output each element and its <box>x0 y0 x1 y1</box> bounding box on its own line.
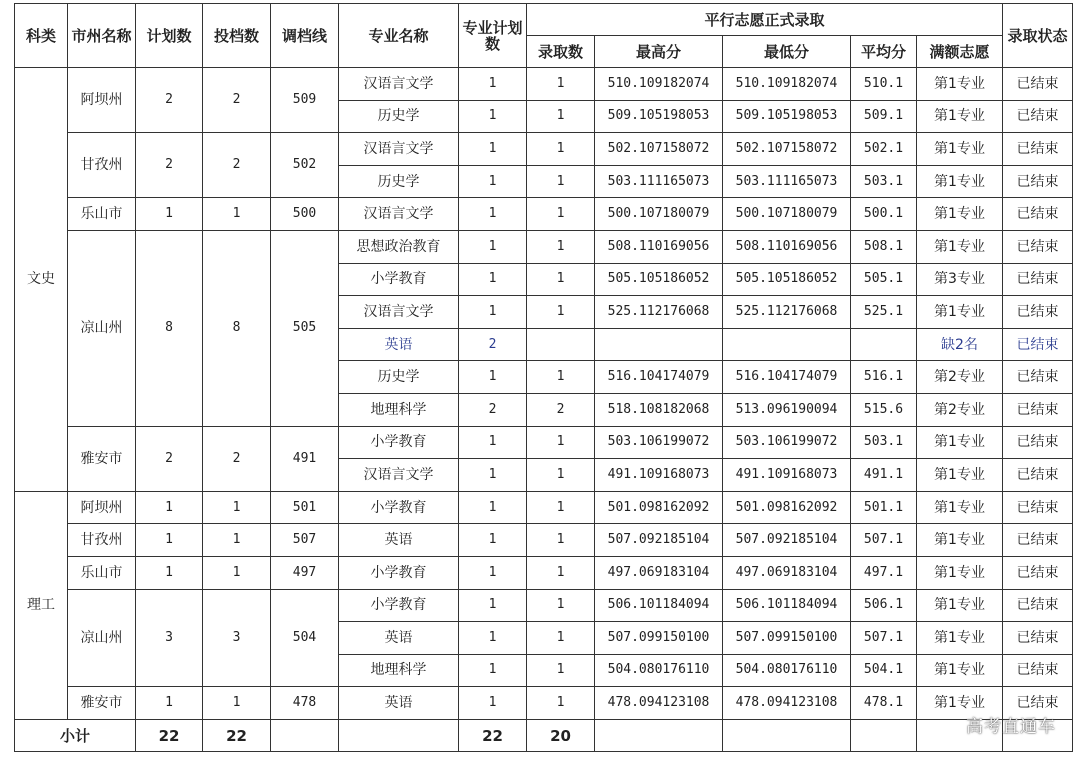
filed-cell: 2 <box>203 133 271 198</box>
min-cell: 516.104174079 <box>723 361 851 394</box>
major-plan-cell: 1 <box>459 524 527 557</box>
full-cell: 第1专业 <box>917 100 1003 133</box>
header-filed: 投档数 <box>203 4 271 68</box>
plan-cell: 1 <box>136 556 203 589</box>
major-cell: 小学教育 <box>339 556 459 589</box>
major-plan-cell: 1 <box>459 198 527 231</box>
filed-cell: 1 <box>203 524 271 557</box>
subtotal-label: 小计 <box>15 719 136 752</box>
major-cell: 汉语言文学 <box>339 296 459 329</box>
min-cell: 508.110169056 <box>723 230 851 263</box>
status-cell: 已结束 <box>1003 524 1073 557</box>
plan-cell: 1 <box>136 524 203 557</box>
subtotal-filed: 22 <box>203 719 271 752</box>
admitted-cell: 1 <box>527 198 595 231</box>
min-cell: 509.105198053 <box>723 100 851 133</box>
max-cell: 508.110169056 <box>595 230 723 263</box>
max-cell: 516.104174079 <box>595 361 723 394</box>
filed-cell: 2 <box>203 426 271 491</box>
full-cell: 第1专业 <box>917 654 1003 687</box>
header-avg: 平均分 <box>851 36 917 68</box>
city-cell: 雅安市 <box>68 687 136 720</box>
major-plan-cell: 1 <box>459 491 527 524</box>
major-cell: 历史学 <box>339 100 459 133</box>
subtotal-empty <box>339 719 459 752</box>
full-cell: 第1专业 <box>917 524 1003 557</box>
min-cell: 504.080176110 <box>723 654 851 687</box>
major-cell: 小学教育 <box>339 491 459 524</box>
header-city: 市州名称 <box>68 4 136 68</box>
subtotal-empty <box>851 719 917 752</box>
min-cell: 507.099150100 <box>723 622 851 655</box>
subtotal-major-plan: 22 <box>459 719 527 752</box>
min-cell: 513.096190094 <box>723 393 851 426</box>
major-plan-cell: 1 <box>459 459 527 492</box>
plan-cell: 2 <box>136 68 203 133</box>
admitted-cell: 1 <box>527 263 595 296</box>
admitted-cell: 1 <box>527 524 595 557</box>
min-cell: 505.105186052 <box>723 263 851 296</box>
major-cell: 小学教育 <box>339 263 459 296</box>
major-plan-cell: 1 <box>459 687 527 720</box>
city-cell: 阿坝州 <box>68 491 136 524</box>
admitted-cell: 1 <box>527 100 595 133</box>
plan-cell: 8 <box>136 230 203 426</box>
plan-cell: 2 <box>136 133 203 198</box>
full-cell: 第1专业 <box>917 589 1003 622</box>
max-cell: 505.105186052 <box>595 263 723 296</box>
avg-cell: 503.1 <box>851 426 917 459</box>
full-cell: 第1专业 <box>917 296 1003 329</box>
admitted-cell: 1 <box>527 165 595 198</box>
status-cell: 已结束 <box>1003 165 1073 198</box>
max-cell: 507.099150100 <box>595 622 723 655</box>
major-cell: 汉语言文学 <box>339 68 459 101</box>
avg-cell: 497.1 <box>851 556 917 589</box>
city-cell: 甘孜州 <box>68 133 136 198</box>
admitted-cell: 1 <box>527 361 595 394</box>
admitted-cell: 1 <box>527 459 595 492</box>
avg-cell: 503.1 <box>851 165 917 198</box>
header-min: 最低分 <box>723 36 851 68</box>
admitted-cell: 1 <box>527 491 595 524</box>
major-plan-cell: 1 <box>459 100 527 133</box>
subtotal-empty <box>595 719 723 752</box>
filed-cell: 1 <box>203 687 271 720</box>
major-cell: 汉语言文学 <box>339 133 459 166</box>
max-cell: 507.092185104 <box>595 524 723 557</box>
admitted-cell: 2 <box>527 393 595 426</box>
full-cell: 第1专业 <box>917 68 1003 101</box>
filed-cell: 1 <box>203 491 271 524</box>
filed-cell: 1 <box>203 198 271 231</box>
line-cell: 509 <box>271 68 339 133</box>
avg-cell: 505.1 <box>851 263 917 296</box>
min-cell: 506.101184094 <box>723 589 851 622</box>
admitted-cell: 1 <box>527 68 595 101</box>
avg-cell: 509.1 <box>851 100 917 133</box>
max-cell: 518.108182068 <box>595 393 723 426</box>
status-cell: 已结束 <box>1003 589 1073 622</box>
admitted-cell: 1 <box>527 133 595 166</box>
min-cell: 497.069183104 <box>723 556 851 589</box>
min-cell: 501.098162092 <box>723 491 851 524</box>
table-row <box>15 589 1073 622</box>
subject-cell: 文史 <box>15 68 68 492</box>
major-plan-cell: 1 <box>459 556 527 589</box>
line-cell: 500 <box>271 198 339 231</box>
full-cell: 第1专业 <box>917 622 1003 655</box>
table-row <box>15 524 1073 557</box>
subtotal-empty <box>271 719 339 752</box>
status-cell: 已结束 <box>1003 100 1073 133</box>
min-cell <box>723 328 851 361</box>
status-cell: 已结束 <box>1003 393 1073 426</box>
max-cell: 506.101184094 <box>595 589 723 622</box>
admitted-cell: 1 <box>527 426 595 459</box>
table-row <box>15 556 1073 589</box>
filed-cell: 1 <box>203 556 271 589</box>
admitted-cell <box>527 328 595 361</box>
city-cell: 甘孜州 <box>68 524 136 557</box>
major-cell: 小学教育 <box>339 426 459 459</box>
major-plan-cell: 1 <box>459 589 527 622</box>
header-major-plan: 专业计划数 <box>459 4 527 68</box>
header-subject: 科类 <box>15 4 68 68</box>
min-cell: 503.106199072 <box>723 426 851 459</box>
major-plan-cell: 1 <box>459 426 527 459</box>
line-cell: 501 <box>271 491 339 524</box>
max-cell: 478.094123108 <box>595 687 723 720</box>
status-cell: 已结束 <box>1003 556 1073 589</box>
status-cell: 已结束 <box>1003 361 1073 394</box>
full-cell: 第1专业 <box>917 133 1003 166</box>
major-cell: 地理科学 <box>339 654 459 687</box>
full-cell: 第1专业 <box>917 426 1003 459</box>
full-cell: 第2专业 <box>917 393 1003 426</box>
table-row <box>15 68 1073 101</box>
avg-cell: 515.6 <box>851 393 917 426</box>
table-row <box>15 687 1073 720</box>
status-cell: 已结束 <box>1003 68 1073 101</box>
major-plan-cell: 2 <box>459 393 527 426</box>
full-cell: 第1专业 <box>917 230 1003 263</box>
city-cell: 阿坝州 <box>68 68 136 133</box>
line-cell: 504 <box>271 589 339 687</box>
admitted-cell: 1 <box>527 230 595 263</box>
admitted-cell: 1 <box>527 296 595 329</box>
avg-cell: 516.1 <box>851 361 917 394</box>
major-cell: 小学教育 <box>339 589 459 622</box>
max-cell: 503.111165073 <box>595 165 723 198</box>
avg-cell: 478.1 <box>851 687 917 720</box>
status-cell: 已结束 <box>1003 687 1073 720</box>
table-row <box>15 133 1073 166</box>
full-cell: 缺2名 <box>917 328 1003 361</box>
subtotal-admitted: 20 <box>527 719 595 752</box>
major-plan-cell: 1 <box>459 133 527 166</box>
max-cell: 497.069183104 <box>595 556 723 589</box>
subtotal-empty <box>723 719 851 752</box>
city-cell: 乐山市 <box>68 198 136 231</box>
full-cell: 第2专业 <box>917 361 1003 394</box>
max-cell: 491.109168073 <box>595 459 723 492</box>
major-cell: 汉语言文学 <box>339 459 459 492</box>
status-cell: 已结束 <box>1003 491 1073 524</box>
status-cell: 已结束 <box>1003 133 1073 166</box>
admitted-cell: 1 <box>527 556 595 589</box>
line-cell: 502 <box>271 133 339 198</box>
admitted-cell: 1 <box>527 589 595 622</box>
status-cell: 已结束 <box>1003 426 1073 459</box>
max-cell: 502.107158072 <box>595 133 723 166</box>
major-plan-cell: 1 <box>459 361 527 394</box>
major-cell: 英语 <box>339 622 459 655</box>
avg-cell: 525.1 <box>851 296 917 329</box>
max-cell: 500.107180079 <box>595 198 723 231</box>
major-cell: 英语 <box>339 687 459 720</box>
full-cell: 第1专业 <box>917 165 1003 198</box>
status-cell: 已结束 <box>1003 459 1073 492</box>
avg-cell: 506.1 <box>851 589 917 622</box>
major-cell: 思想政治教育 <box>339 230 459 263</box>
avg-cell: 504.1 <box>851 654 917 687</box>
city-cell: 雅安市 <box>68 426 136 491</box>
max-cell <box>595 328 723 361</box>
max-cell: 510.109182074 <box>595 68 723 101</box>
min-cell: 491.109168073 <box>723 459 851 492</box>
major-plan-cell: 1 <box>459 263 527 296</box>
major-cell: 汉语言文学 <box>339 198 459 231</box>
avg-cell: 500.1 <box>851 198 917 231</box>
major-plan-cell: 1 <box>459 165 527 198</box>
line-cell: 491 <box>271 426 339 491</box>
status-cell: 已结束 <box>1003 230 1073 263</box>
full-cell: 第1专业 <box>917 459 1003 492</box>
major-plan-cell: 1 <box>459 230 527 263</box>
major-plan-cell: 1 <box>459 622 527 655</box>
avg-cell: 507.1 <box>851 524 917 557</box>
max-cell: 501.098162092 <box>595 491 723 524</box>
full-cell: 第3专业 <box>917 263 1003 296</box>
avg-cell: 510.1 <box>851 68 917 101</box>
min-cell: 510.109182074 <box>723 68 851 101</box>
header-line: 调档线 <box>271 4 339 68</box>
major-cell: 历史学 <box>339 165 459 198</box>
admitted-cell: 1 <box>527 654 595 687</box>
status-cell: 已结束 <box>1003 654 1073 687</box>
admitted-cell: 1 <box>527 687 595 720</box>
max-cell: 509.105198053 <box>595 100 723 133</box>
min-cell: 507.092185104 <box>723 524 851 557</box>
status-cell: 已结束 <box>1003 622 1073 655</box>
table-row <box>15 426 1073 459</box>
admitted-cell: 1 <box>527 622 595 655</box>
header-max: 最高分 <box>595 36 723 68</box>
plan-cell: 2 <box>136 426 203 491</box>
plan-cell: 1 <box>136 687 203 720</box>
major-cell: 历史学 <box>339 361 459 394</box>
header-parallel: 平行志愿正式录取 <box>527 4 1003 36</box>
min-cell: 525.112176068 <box>723 296 851 329</box>
avg-cell: 491.1 <box>851 459 917 492</box>
min-cell: 500.107180079 <box>723 198 851 231</box>
avg-cell: 507.1 <box>851 622 917 655</box>
min-cell: 502.107158072 <box>723 133 851 166</box>
full-cell: 第1专业 <box>917 556 1003 589</box>
major-cell: 英语 <box>339 524 459 557</box>
avg-cell: 508.1 <box>851 230 917 263</box>
status-cell: 已结束 <box>1003 328 1073 361</box>
max-cell: 504.080176110 <box>595 654 723 687</box>
min-cell: 478.094123108 <box>723 687 851 720</box>
header-plan: 计划数 <box>136 4 203 68</box>
avg-cell: 501.1 <box>851 491 917 524</box>
header-major: 专业名称 <box>339 4 459 68</box>
avg-cell <box>851 328 917 361</box>
line-cell: 478 <box>271 687 339 720</box>
full-cell: 第1专业 <box>917 687 1003 720</box>
filed-cell: 2 <box>203 68 271 133</box>
max-cell: 503.106199072 <box>595 426 723 459</box>
header-admitted: 录取数 <box>527 36 595 68</box>
max-cell: 525.112176068 <box>595 296 723 329</box>
major-plan-cell: 1 <box>459 68 527 101</box>
watermark-text: 高考直通车 <box>966 717 1056 737</box>
status-cell: 已结束 <box>1003 263 1073 296</box>
full-cell: 第1专业 <box>917 198 1003 231</box>
filed-cell: 8 <box>203 230 271 426</box>
major-plan-cell: 2 <box>459 328 527 361</box>
major-plan-cell: 1 <box>459 296 527 329</box>
line-cell: 497 <box>271 556 339 589</box>
major-cell: 地理科学 <box>339 393 459 426</box>
min-cell: 503.111165073 <box>723 165 851 198</box>
avg-cell: 502.1 <box>851 133 917 166</box>
table-row <box>15 491 1073 524</box>
city-cell: 乐山市 <box>68 556 136 589</box>
line-cell: 507 <box>271 524 339 557</box>
city-cell: 凉山州 <box>68 589 136 687</box>
plan-cell: 1 <box>136 198 203 231</box>
full-cell: 第1专业 <box>917 491 1003 524</box>
city-cell: 凉山州 <box>68 230 136 426</box>
subtotal-plan: 22 <box>136 719 203 752</box>
status-cell: 已结束 <box>1003 296 1073 329</box>
admission-table <box>14 3 1073 752</box>
major-cell: 英语 <box>339 328 459 361</box>
status-cell: 已结束 <box>1003 198 1073 231</box>
filed-cell: 3 <box>203 589 271 687</box>
plan-cell: 3 <box>136 589 203 687</box>
subject-cell: 理工 <box>15 491 68 719</box>
subtotal-row <box>15 719 1073 752</box>
header-full: 满额志愿 <box>917 36 1003 68</box>
major-plan-cell: 1 <box>459 654 527 687</box>
header-status: 录取状态 <box>1003 4 1073 68</box>
table-row <box>15 230 1073 263</box>
plan-cell: 1 <box>136 491 203 524</box>
line-cell: 505 <box>271 230 339 426</box>
table-row <box>15 198 1073 231</box>
